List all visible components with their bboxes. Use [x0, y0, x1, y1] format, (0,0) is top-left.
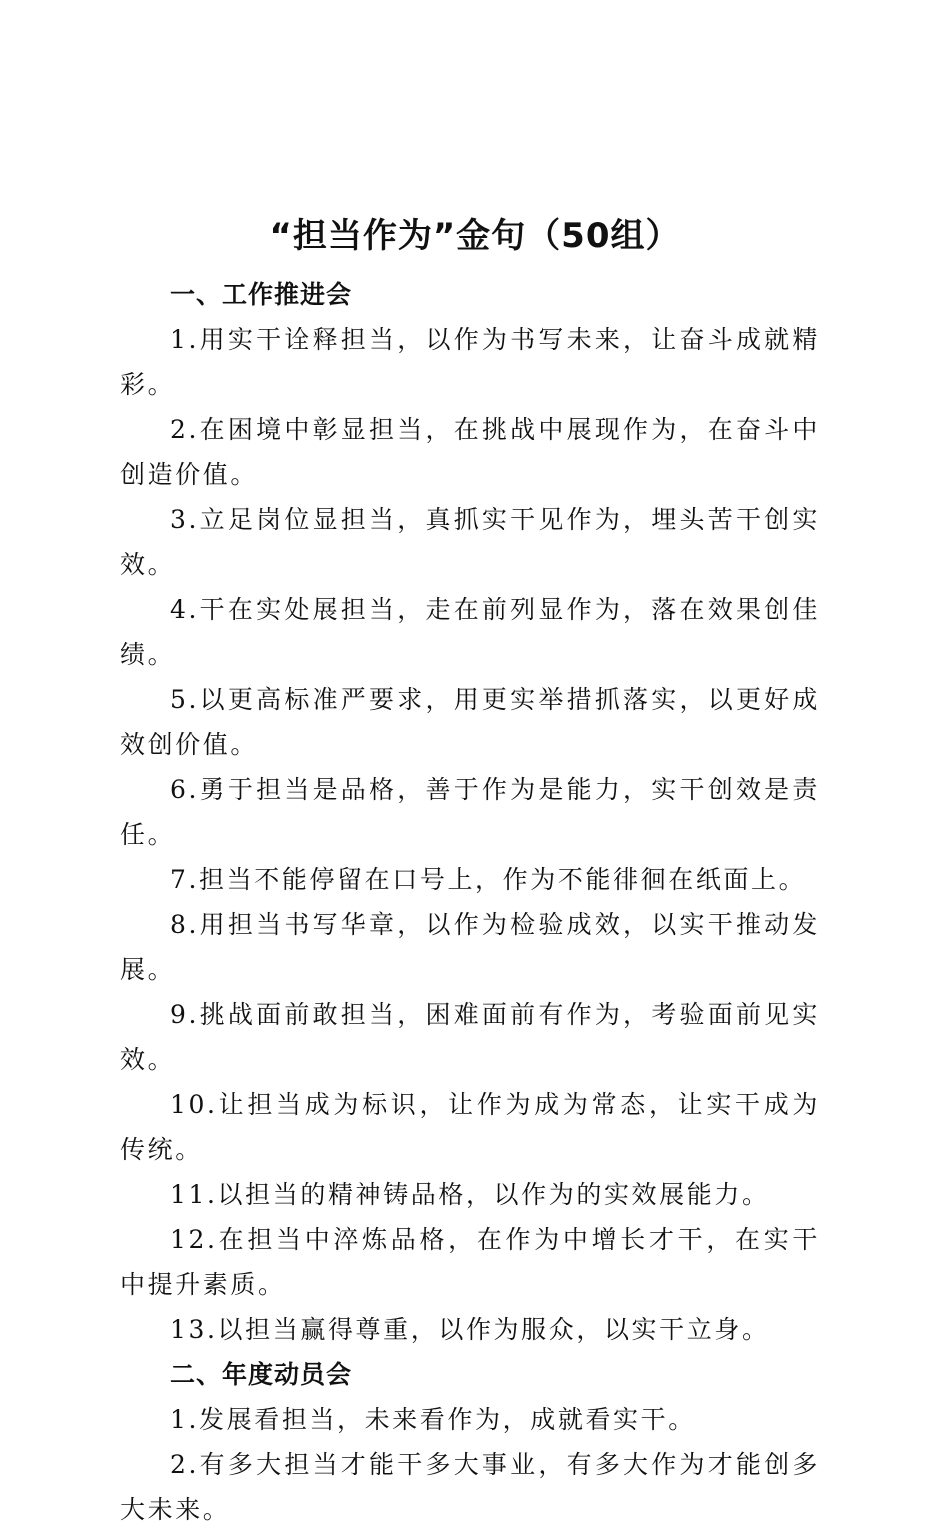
- quote-item: 2.有多大担当才能干多大事业，有多大作为才能创多大未来。: [120, 1450, 820, 1524]
- quote-item: 4.干在实处展担当，走在前列显作为，落在效果创佳绩。: [120, 595, 820, 669]
- quote-item: 6.勇于担当是品格，善于作为是能力，实干创效是责任。: [120, 775, 820, 849]
- quote-item: 2.在困境中彰显担当，在挑战中展现作为，在奋斗中创造价值。: [120, 415, 820, 489]
- quote-item: 7.担当不能停留在口号上，作为不能徘徊在纸面上。: [170, 865, 807, 894]
- quote-item: 3.立足岗位显担当，真抓实干见作为，埋头苦干创实效。: [120, 505, 820, 579]
- quote-item: 10.让担当成为标识，让作为成为常态，让实干成为传统。: [120, 1090, 820, 1164]
- quote-item: 1.用实干诠释担当，以作为书写未来，让奋斗成就精彩。: [120, 325, 820, 399]
- quote-item: 12.在担当中淬炼品格，在作为中增长才干，在实干中提升素质。: [120, 1225, 820, 1299]
- quote-item: 11.以担当的精神铸品格，以作为的实效展能力。: [170, 1180, 770, 1209]
- quote-item: 9.挑战面前敢担当，困难面前有作为，考验面前见实效。: [120, 1000, 820, 1074]
- quote-item: 1.发展看担当，未来看作为，成就看实干。: [170, 1405, 696, 1434]
- section-heading: 一、工作推进会: [170, 280, 353, 309]
- document-body: [120, 272, 820, 1532]
- section-heading: 二、年度动员会: [170, 1360, 353, 1389]
- quote-item: 8.用担当书写华章，以作为检验成效，以实干推动发展。: [120, 910, 820, 984]
- quote-item: 5.以更高标准严要求，用更实举措抓落实，以更好成效创价值。: [120, 685, 820, 759]
- quote-item: 13.以担当赢得尊重，以作为服众，以实干立身。: [170, 1315, 770, 1344]
- document-title: “担当作为”金句（50组）: [269, 216, 681, 256]
